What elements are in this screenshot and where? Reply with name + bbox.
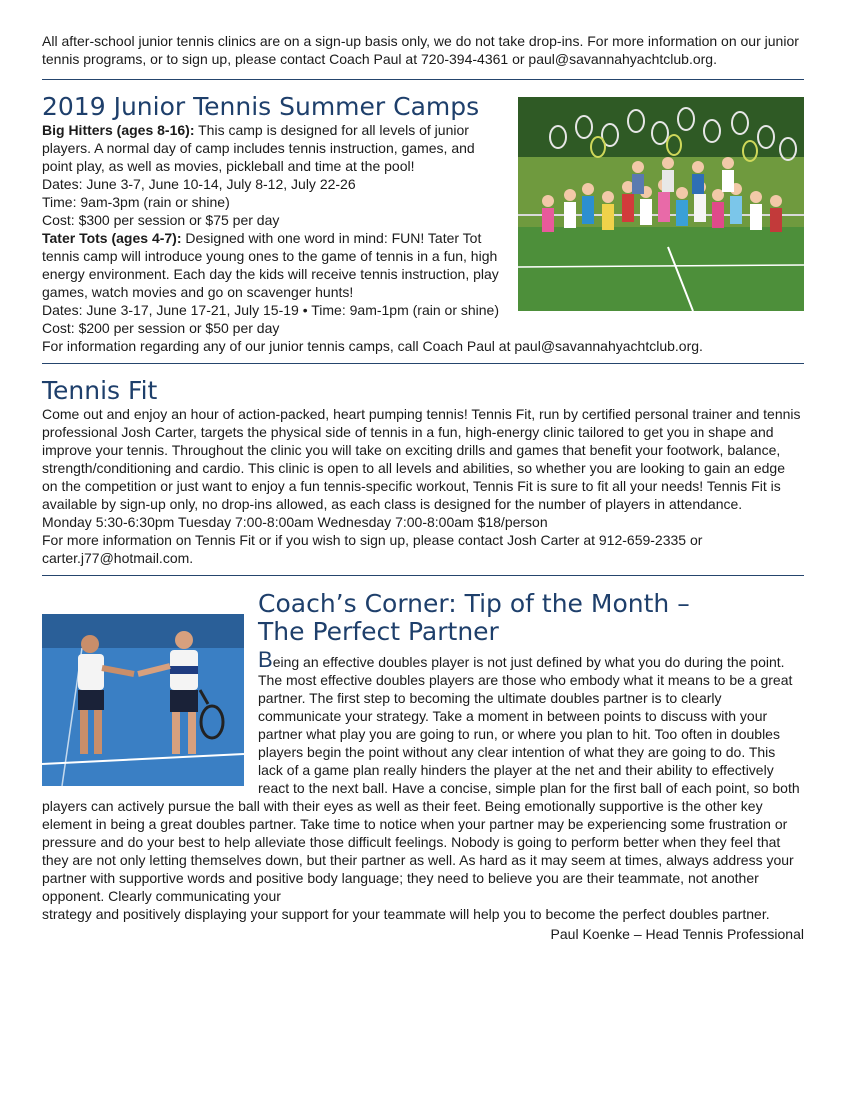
big-hitters-dates: Dates: June 3-7, June 10-14, July 8-12, July 22-26 xyxy=(42,176,356,192)
tennis-fit-title: Tennis Fit xyxy=(42,376,158,405)
coach-body-end: strategy and positively displaying your support for your teammate will help you to become the perfect doubles partner. xyxy=(42,906,770,922)
signature: Paul Koenke – Head Tennis Professional xyxy=(550,926,804,942)
tennis-fit-schedule: Monday 5:30-6:30pm Tuesday 7:00-8:00am Wednesday 7:00-8:00am $18/person xyxy=(42,514,548,530)
coach-title-line-1: Coach’s Corner: Tip of the Month – xyxy=(258,589,690,618)
tater-tots-cost: Cost: $200 per session or $50 per day xyxy=(42,320,280,336)
big-hitters-body: This camp is designed for all levels of junior players. A normal day of camp includes tennis instruction, games, and point play, as well as movies, pickleball and time at the pool! xyxy=(42,122,475,174)
tennis-fit-section xyxy=(42,364,804,567)
newsletter-page xyxy=(42,32,804,943)
big-hitters-heading: Big Hitters (ages 8-16): xyxy=(42,122,195,138)
drop-cap: B xyxy=(258,647,273,672)
coach-corner-section xyxy=(42,590,804,943)
tater-tots-body: Designed with one word in mind: FUN! Tater Tot tennis camp will introduce young ones to the game of tennis in a fun, high energy environment. Each day the kids will receive tennis instruction, play games, watch movies and go on scavenger hunts! xyxy=(42,230,499,300)
camps-info: For information regarding any of our junior tennis camps, call Coach Paul at paul@savannahyachtclub.org. xyxy=(42,338,703,354)
big-hitters-cost: Cost: $300 per session or $75 per day xyxy=(42,212,280,228)
tater-tots-dates-time: Dates: June 3-17, June 17-21, July 15-19 • Time: 9am-1pm (rain or shine) xyxy=(42,302,500,318)
camps-section xyxy=(42,80,804,355)
coach-body-text: eing an effective doubles player is not just defined by what you do during the point. The most effective doubles players are those who embody what it means to be a great partner. The first step to becoming the ultimate doubles partner is to clearly communicate your strategy. Take a moment in between points to discuss with your partner what play you are going to run, or where you plan to hit. Too often in doubles players begin the point without any clear intention of what they are going to do. This lack of a game plan really hinders the player at the net and their ability to effectively react to the next ball. Have a concise, simple plan for the first ball of each point, so both players can actively pursue the ball with their eyes as well as their feet. Being emotionally supportive is the other key element in being a great doubles partner. Take time to notice when your partner may be experiencing some frustration or pressure and do your best to help alleviate those difficult feelings. Nobody is going to perform better when they feel that they are not only letting themselves down, but their partner as well. As hard as it may seem at times, always address your partner with supportive words and positive body language; they need to believe you are their teammate, not another opponent. Clearly communicating your xyxy=(42,654,800,904)
coach-title-line-2: The Perfect Partner xyxy=(258,617,499,646)
tater-tots-heading: Tater Tots (ages 4-7): xyxy=(42,230,182,246)
big-hitters-time: Time: 9am-3pm (rain or shine) xyxy=(42,194,230,210)
tennis-fit-body: Come out and enjoy an hour of action-packed, heart pumping tennis! Tennis Fit, run by certified personal trainer and tennis professional Josh Carter, targets the physical side of tennis in a fun, high-energy clinic tailored to get you in shape and improve your tennis. Throughout the clinic you will take on exciting drills and games that benefit your footwork, balance, strength/conditioning and cardio. This clinic is open to all levels and abilities, so whether you are looking to gain an edge on the competition or just want to enjoy a fun tennis-specific workout, Tennis Fit is sure to fit all your needs! Tennis Fit is available by sign-up only, no drop-ins allowed, as each class is designed for the number of players in attendance. xyxy=(42,406,801,512)
intro-paragraph: All after-school junior tennis clinics are on a sign-up basis only, we do not take drop-ins. For more information on our junior tennis programs, or to sign up, please contact Coach Paul at 720-394-4361 or paul@savannahyachtclub.org. xyxy=(42,33,799,67)
tennis-fit-contact: For more information on Tennis Fit or if you wish to sign up, please contact Josh Carter at 912-659-2335 or carter.j77@hotmail.com. xyxy=(42,532,703,566)
camps-title: 2019 Junior Tennis Summer Camps xyxy=(42,92,480,121)
doubles-players-photo xyxy=(42,614,244,786)
junior-camp-photo xyxy=(518,97,804,311)
section-divider xyxy=(42,575,804,576)
